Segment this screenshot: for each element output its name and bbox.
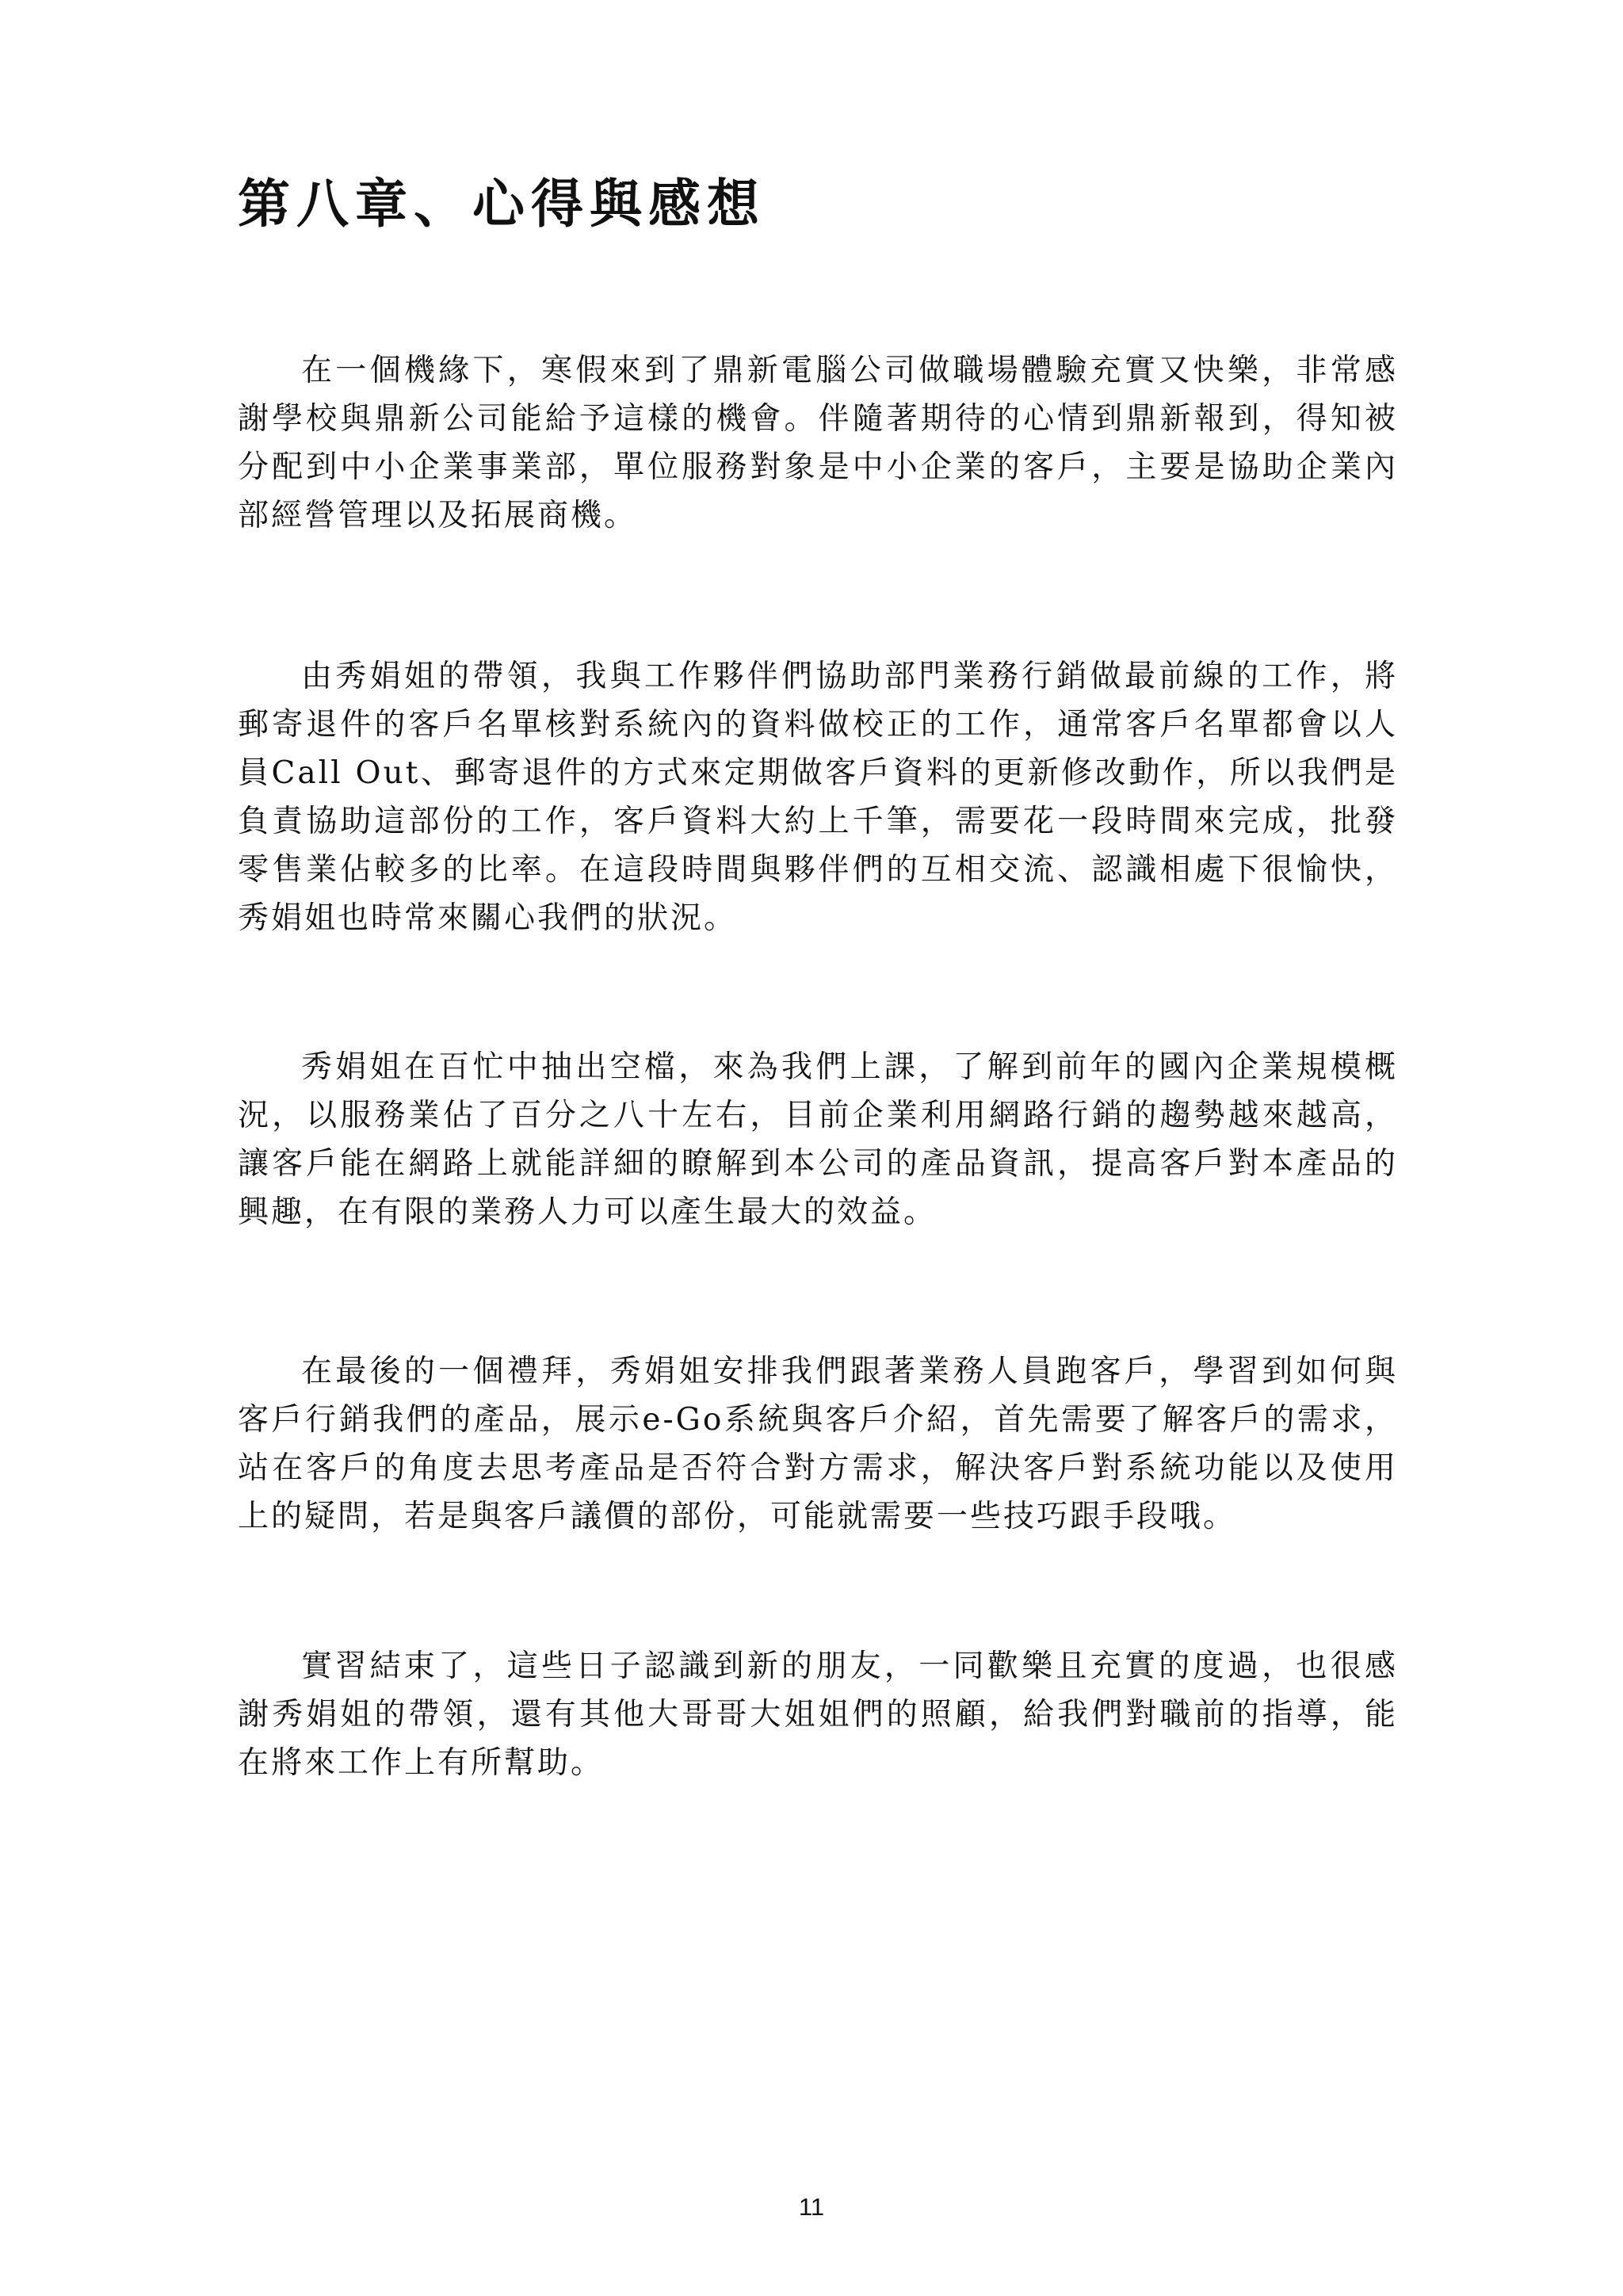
body-paragraph: 在一個機緣下，寒假來到了鼎新電腦公司做職場體驗充實又快樂，非常感謝學校與鼎新公司能給予這樣的機會。伴隨著期待的心情到鼎新報到，得知被分配到中小企業事業部，單位服務對象是中小企業的客戶，主要是協助企業內部經營管理以及拓展商機。 [238,353,1398,533]
body-paragraph: 秀娟姐在百忙中抽出空檔，來為我們上課，了解到前年的國內企業規模概況，以服務業佔了百分之八十左右，目前企業利用網路行銷的趨勢越來越高，讓客戶能在網路上就能詳細的瞭解到本公司的產品資訊，提高客戶對本產品的興趣，在有限的業務人力可以產生最大的效益。 [238,1049,1398,1230]
page-number: 11 [798,2193,825,2221]
body-paragraph: 實習結束了，這些日子認識到新的朋友，一同歡樂且充實的度過，也很感謝秀娟姐的帶領，還有其他大哥哥大姐姐們的照顧，給我們對職前的指導，能在將來工作上有所幫助。 [238,1648,1398,1781]
chapter-title: 第八章、心得與感想 [238,173,766,235]
body-paragraph: 由秀娟姐的帶領，我與工作夥伴們協助部門業務行銷做最前線的工作，將郵寄退件的客戶名單核對系統內的資料做校正的工作，通常客戶名單都會以人員Call Out、郵寄退件的方式來定期做客戶資料的更新修改動作，所以我們是負責協助這部份的工作，客戶資料大約上千筆，需要花一段時間來完成，批發零售業佔較多的比率。在這段時間與夥伴們的互相交流、認識相處下很愉快，秀娟姐也時常來關心我們的狀況。 [238,659,1398,936]
body-paragraph: 在最後的一個禮拜，秀娟姐安排我們跟著業務人員跑客戶，學習到如何與客戶行銷我們的產品，展示e-Go系統與客戶介紹，首先需要了解客戶的需求，站在客戶的角度去思考產品是否符合對方需求，解決客戶對系統功能以及使用上的疑問，若是與客戶議價的部份，可能就需要一些技巧跟手段哦。 [238,1354,1398,1534]
